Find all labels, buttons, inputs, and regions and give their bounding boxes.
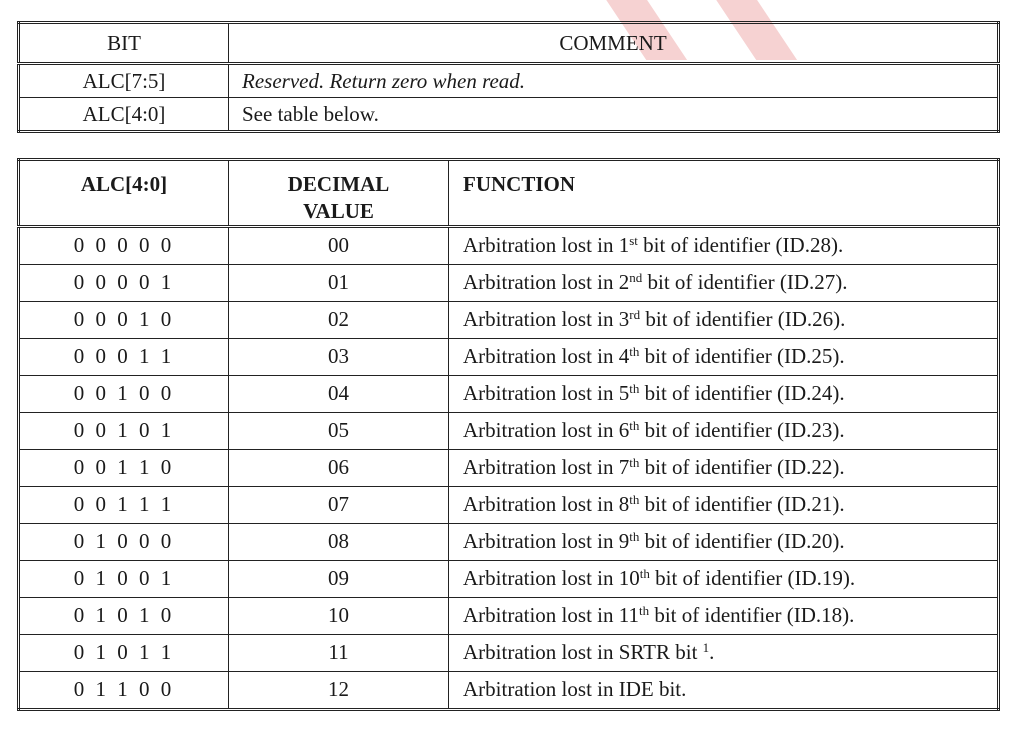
decimal-value-cell: 08 <box>229 523 449 560</box>
decimal-value-cell: 00 <box>229 226 449 264</box>
function-cell <box>449 412 999 449</box>
alc-bits-cell: 0 0 1 1 0 <box>19 449 229 486</box>
alc-bits-cell: 0 0 1 0 1 <box>19 412 229 449</box>
ordinal-superscript: st <box>629 233 638 249</box>
decimal-value-cell: 10 <box>229 597 449 634</box>
bit-cell: ALC[4:0] <box>19 98 229 132</box>
alc-bits-cell: 0 0 1 0 0 <box>19 375 229 412</box>
function-cell <box>449 338 999 375</box>
function-text: Arbitration lost in 8 <box>463 492 630 517</box>
alc-bits-cell: 0 1 0 0 1 <box>19 560 229 597</box>
decimal-value-cell: 12 <box>229 671 449 709</box>
function-text-suffix: bit of identifier (ID.19). <box>649 566 856 591</box>
comment-cell: See table below. <box>229 98 999 132</box>
table-row <box>19 523 999 560</box>
alc-bits-cell: 0 0 0 0 1 <box>19 264 229 301</box>
ordinal-superscript: th <box>629 455 640 471</box>
function-column-header <box>449 160 999 227</box>
table-row <box>19 634 999 671</box>
decimal-value-cell: 06 <box>229 449 449 486</box>
ordinal-superscript: th <box>629 344 640 360</box>
function-cell <box>449 671 999 709</box>
function-text: Arbitration lost in 1 <box>463 233 630 258</box>
function-text: Arbitration lost in 5 <box>463 381 630 406</box>
function-text-suffix: bit of identifier (ID.22). <box>639 455 845 480</box>
bit-table-row <box>19 98 999 132</box>
comment-cell: Reserved. Return zero when read. <box>229 64 999 98</box>
bit-comment-table <box>17 21 1000 133</box>
decimal-value-column-header <box>229 160 449 227</box>
function-text: Arbitration lost in 6 <box>463 418 630 443</box>
function-cell <box>449 226 999 264</box>
function-cell <box>449 560 999 597</box>
function-text-suffix: bit of identifier (ID.21). <box>639 492 845 517</box>
ordinal-superscript: th <box>629 418 640 434</box>
function-text: Arbitration lost in 2 <box>463 270 630 295</box>
function-cell <box>449 597 999 634</box>
table-row <box>19 671 999 709</box>
function-text-suffix: bit of identifier (ID.24). <box>639 381 845 406</box>
decimal-value-cell: 11 <box>229 634 449 671</box>
function-cell <box>449 486 999 523</box>
table-row <box>19 597 999 634</box>
ordinal-superscript: th <box>629 529 640 545</box>
ordinal-superscript: th <box>629 381 640 397</box>
alc-bits-cell: 0 0 0 1 0 <box>19 301 229 338</box>
table-row <box>19 375 999 412</box>
alc-header-text: ALC[4:0] <box>80 172 168 196</box>
function-text: Arbitration lost in IDE bit. <box>463 677 687 702</box>
decimal-header-line2: VALUE <box>303 198 374 223</box>
function-text-suffix: bit of identifier (ID.20). <box>639 529 845 554</box>
decimal-value-cell: 05 <box>229 412 449 449</box>
alc-table-header-row <box>19 160 999 227</box>
bit-table-header-row <box>19 23 999 64</box>
function-cell <box>449 264 999 301</box>
function-cell <box>449 375 999 412</box>
function-text: Arbitration lost in 10 <box>463 566 640 591</box>
function-text-suffix: . <box>709 640 715 665</box>
function-text: Arbitration lost in 4 <box>463 344 630 369</box>
decimal-value-cell: 09 <box>229 560 449 597</box>
bit-cell: ALC[7:5] <box>19 64 229 98</box>
function-header-text: FUNCTION <box>463 172 576 196</box>
function-text: Arbitration lost in 3 <box>463 307 630 332</box>
function-text-suffix: bit of identifier (ID.27). <box>642 270 848 295</box>
alc-bits-cell: 0 1 0 1 1 <box>19 634 229 671</box>
table-row <box>19 226 999 264</box>
function-cell <box>449 634 999 671</box>
table-row <box>19 449 999 486</box>
function-cell <box>449 523 999 560</box>
ordinal-superscript: 1 <box>702 640 710 656</box>
alc-bits-cell: 0 0 1 1 1 <box>19 486 229 523</box>
function-cell <box>449 301 999 338</box>
decimal-value-cell: 04 <box>229 375 449 412</box>
function-text-suffix: bit of identifier (ID.28). <box>637 233 844 258</box>
function-cell <box>449 449 999 486</box>
table-row <box>19 486 999 523</box>
alc-bits-cell: 0 1 0 1 0 <box>19 597 229 634</box>
alc-bits-cell: 0 1 0 0 0 <box>19 523 229 560</box>
ordinal-superscript: th <box>639 566 650 582</box>
ordinal-superscript: th <box>638 603 650 619</box>
table-row <box>19 338 999 375</box>
table-row <box>19 301 999 338</box>
decimal-value-cell: 03 <box>229 338 449 375</box>
function-text-suffix: bit of identifier (ID.18). <box>649 603 855 628</box>
comment-column-header: COMMENT <box>229 23 999 64</box>
alc-bits-cell: 0 0 0 1 1 <box>19 338 229 375</box>
alc-bits-cell: 0 1 1 0 0 <box>19 671 229 709</box>
decimal-header-line1: DECIMAL <box>287 172 390 196</box>
decimal-value-cell: 02 <box>229 301 449 338</box>
ordinal-superscript: rd <box>629 307 641 323</box>
table-row <box>19 412 999 449</box>
function-text: Arbitration lost in 7 <box>463 455 630 480</box>
bit-column-header: BIT <box>19 23 229 64</box>
table-row <box>19 264 999 301</box>
ordinal-superscript: nd <box>629 270 643 286</box>
function-text: Arbitration lost in SRTR bit <box>463 640 703 665</box>
function-text: Arbitration lost in 9 <box>463 529 630 554</box>
function-text-suffix: bit of identifier (ID.23). <box>639 418 845 443</box>
table-row <box>19 560 999 597</box>
alc-bits-cell: 0 0 0 0 0 <box>19 226 229 264</box>
decimal-value-cell: 01 <box>229 264 449 301</box>
function-text-suffix: bit of identifier (ID.26). <box>640 307 846 332</box>
ordinal-superscript: th <box>629 492 640 508</box>
function-text-suffix: bit of identifier (ID.25). <box>639 344 845 369</box>
bit-table-row <box>19 64 999 98</box>
function-text: Arbitration lost in 11 <box>463 603 639 628</box>
alc-function-table <box>17 158 1000 711</box>
alc-column-header <box>19 160 229 227</box>
decimal-value-cell: 07 <box>229 486 449 523</box>
